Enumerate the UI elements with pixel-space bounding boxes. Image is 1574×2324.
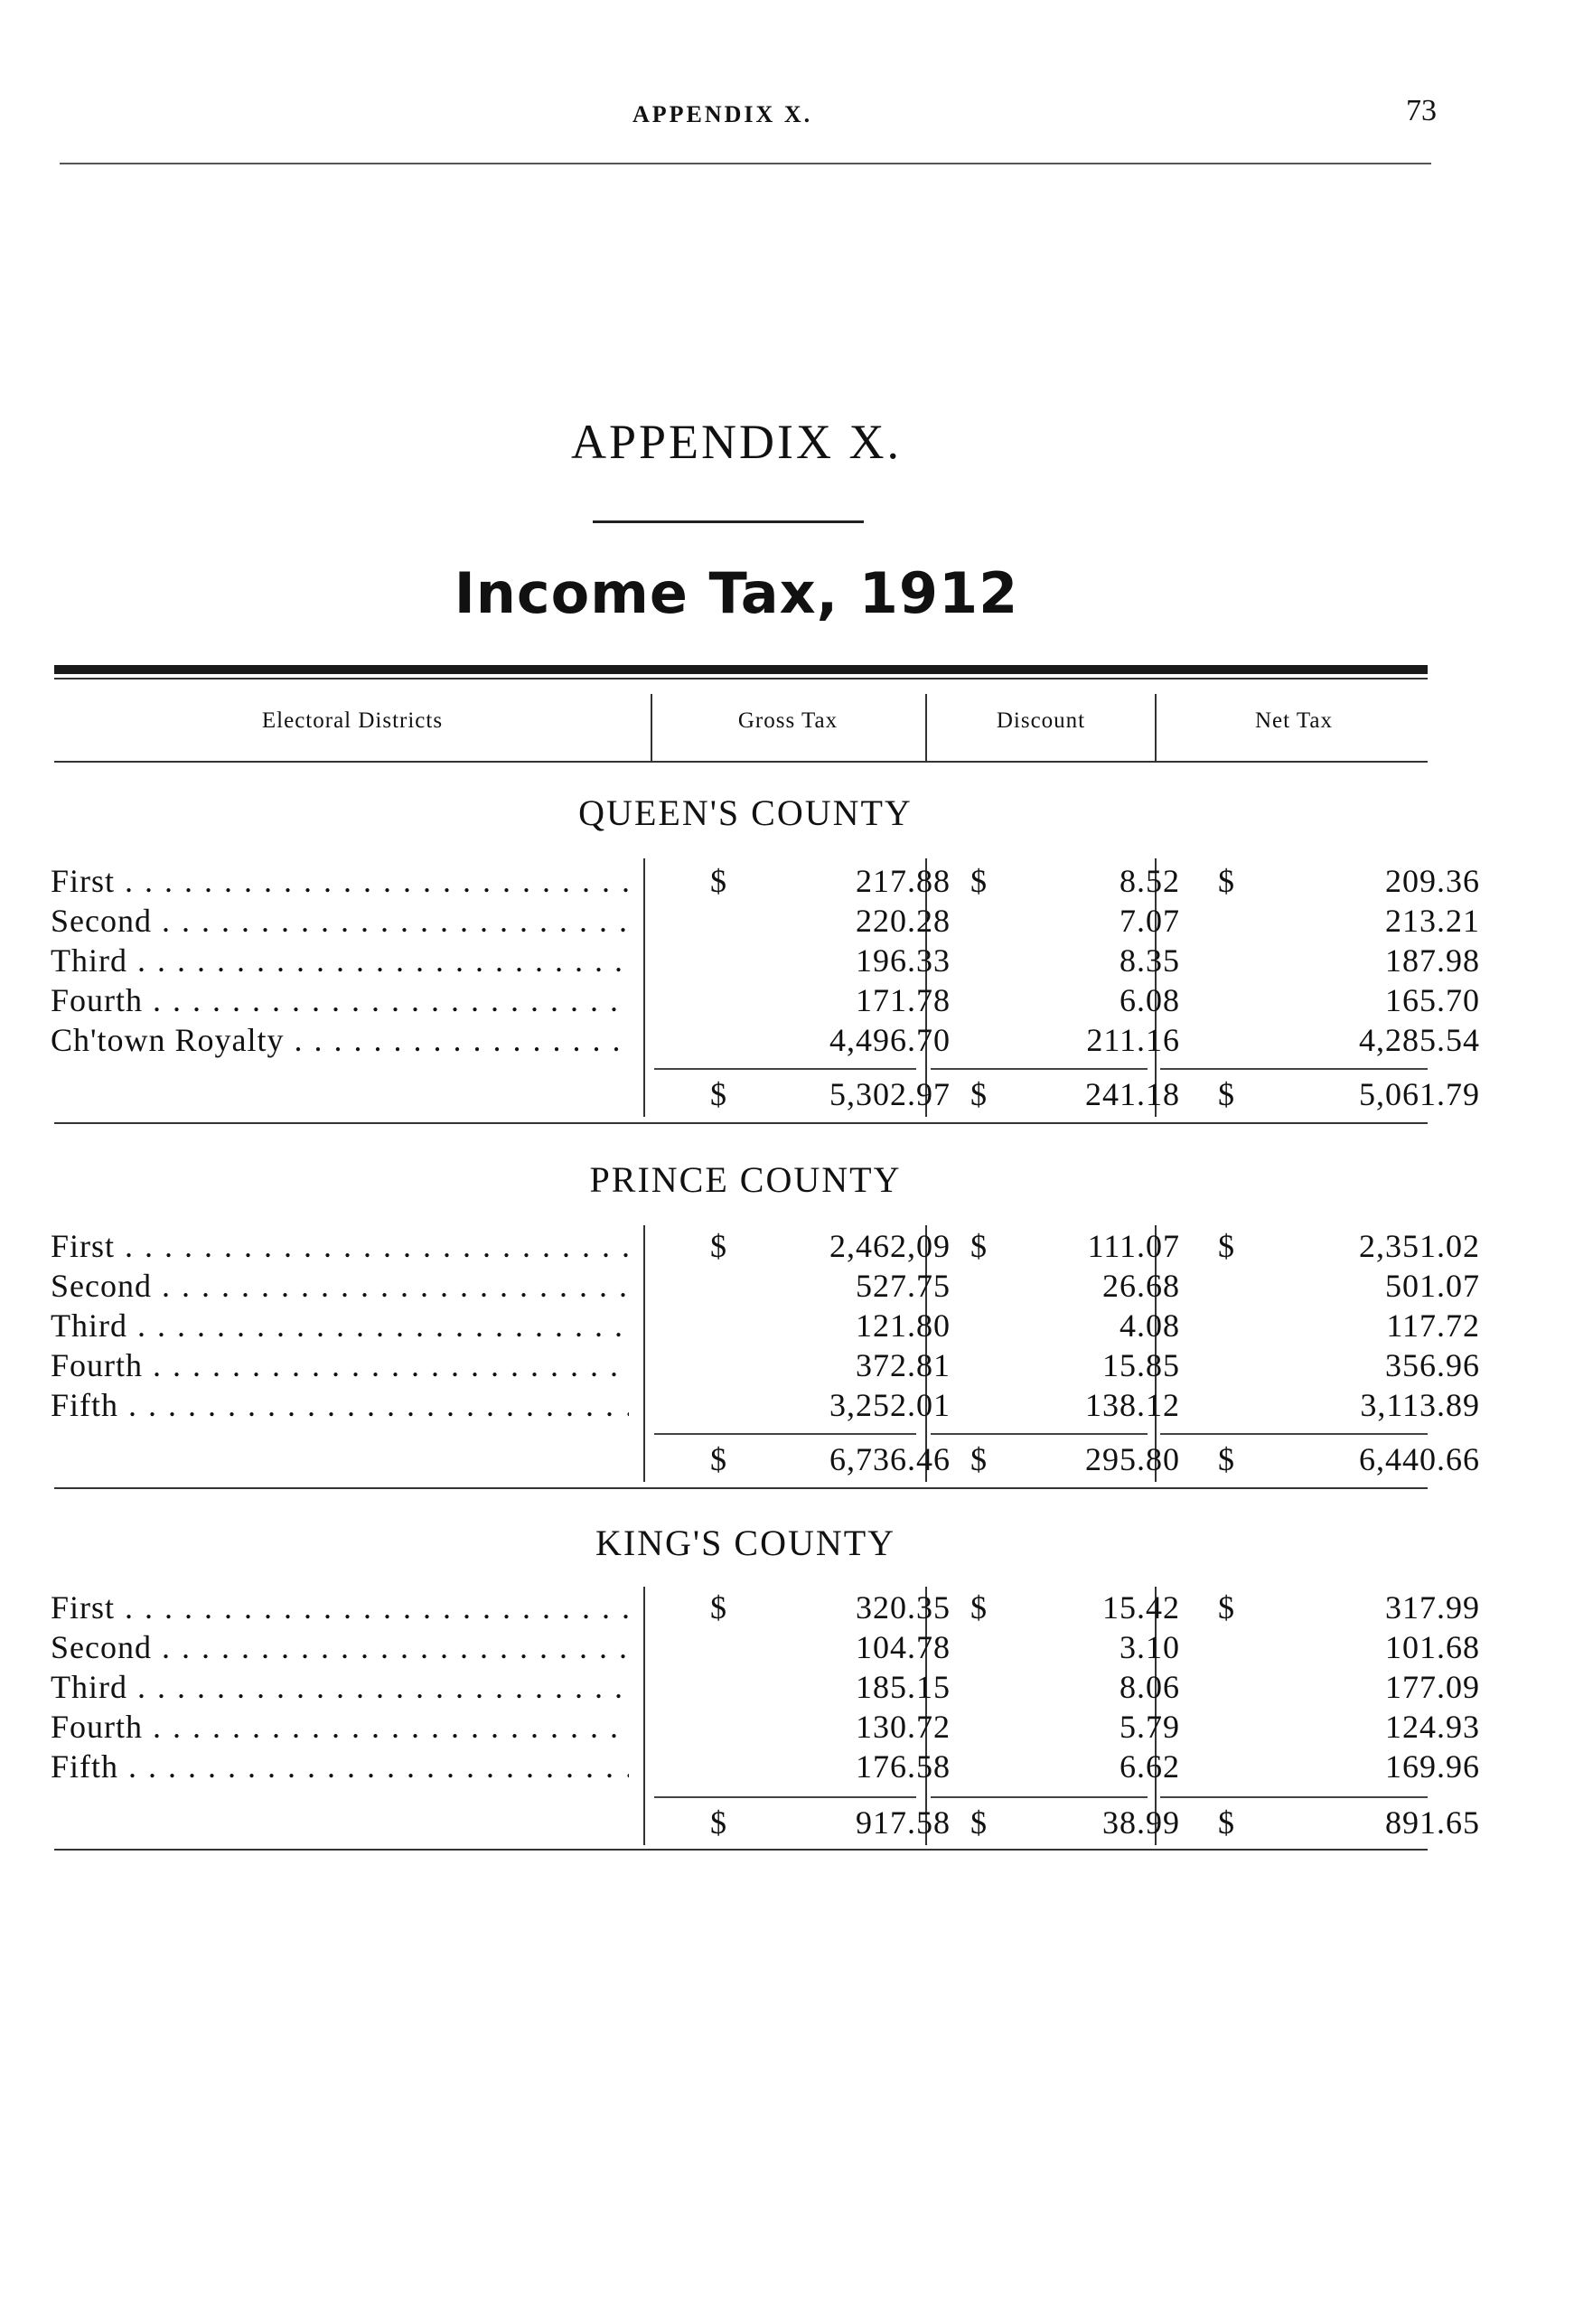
section-heading-prince: PRINCE COUNTY — [589, 1159, 902, 1200]
gross-tax: 185.15 — [856, 1669, 951, 1705]
district-name: Fourth . . . — [51, 1708, 629, 1746]
net-tax: 187.98 — [1385, 942, 1480, 979]
net-tax: 3,113.89 — [1360, 1387, 1480, 1423]
currency-sign: $ — [1218, 1804, 1234, 1841]
district-name: Third . . . — [51, 1668, 629, 1706]
main-title: Income Tax, 1912 — [454, 560, 1019, 626]
gross-tax: 171.78 — [856, 982, 951, 1018]
gross-tax: 104.78 — [856, 1629, 951, 1665]
discount: 26.68 — [1102, 1268, 1180, 1304]
header-rule — [60, 163, 1431, 164]
currency-sign: $ — [1218, 863, 1234, 899]
district-name: Second . . . — [51, 1267, 629, 1305]
subtotal-rule — [1160, 1433, 1428, 1435]
currency-sign: $ — [970, 863, 987, 899]
table-top-rule — [54, 665, 1428, 674]
header-divider — [1155, 694, 1157, 761]
gross-tax: 217.88 — [856, 863, 951, 899]
subtotal-rule — [654, 1068, 916, 1070]
appendix-title: APPENDIX X. — [570, 415, 903, 469]
district-name: Fifth . . . — [51, 1748, 629, 1785]
table-top-thin-rule — [54, 678, 1428, 679]
gross-tax: 130.72 — [856, 1709, 951, 1745]
gross-tax: 2,462,09 — [829, 1228, 951, 1264]
gross-tax: 320.35 — [856, 1589, 951, 1626]
currency-sign: $ — [710, 1076, 726, 1112]
table-row — [51, 902, 1480, 942]
district-name: Fifth . . . — [51, 1386, 629, 1424]
subtotal-rule — [654, 1796, 916, 1798]
discount: 8.06 — [1120, 1669, 1180, 1705]
currency-sign: $ — [710, 863, 726, 899]
district-name: Second . . . — [51, 1628, 629, 1666]
gross-tax: 3,252.01 — [829, 1387, 951, 1423]
currency-sign: $ — [970, 1076, 987, 1112]
discount: 15.85 — [1102, 1347, 1180, 1383]
column-header-districts: Electoral Districts — [261, 708, 444, 733]
table-row — [51, 1346, 1480, 1386]
discount: 5.79 — [1120, 1709, 1180, 1745]
net-tax: 124.93 — [1385, 1709, 1480, 1745]
discount: 4.08 — [1120, 1307, 1180, 1344]
district-name: Second . . . — [51, 902, 629, 940]
section-rule — [54, 1122, 1428, 1124]
total-gross-tax: 6,736.46 — [829, 1441, 951, 1477]
section-heading-kings: KING'S COUNTY — [595, 1523, 896, 1563]
district-name: Third . . . — [51, 1307, 629, 1345]
subtotal-rule — [1160, 1068, 1428, 1070]
table-row — [51, 1307, 1480, 1346]
gross-tax: 176.58 — [856, 1748, 951, 1785]
table-row — [51, 1588, 1480, 1628]
column-header-discount: Discount — [996, 708, 1086, 733]
page-number: 73 — [1406, 94, 1437, 127]
subtotal-rule — [931, 1796, 1148, 1798]
currency-sign: $ — [1218, 1076, 1234, 1112]
header-divider — [651, 694, 652, 761]
total-gross-tax: 5,302.97 — [829, 1076, 951, 1112]
column-header-net: Net Tax — [1254, 708, 1334, 733]
district-name: First . . . — [51, 1227, 629, 1265]
district-name: Ch'town Royalty . . . — [51, 1021, 629, 1059]
currency-sign: $ — [710, 1441, 726, 1477]
net-tax: 209.36 — [1385, 863, 1480, 899]
currency-sign: $ — [1218, 1228, 1234, 1264]
district-name: Fourth . . . — [51, 981, 629, 1019]
table-row — [51, 1267, 1480, 1307]
table-row — [51, 981, 1480, 1021]
district-name: First . . . — [51, 862, 629, 900]
title-rule — [593, 520, 864, 523]
gross-tax: 121.80 — [856, 1307, 951, 1344]
total-discount: 295.80 — [1085, 1441, 1180, 1477]
gross-tax: 527.75 — [856, 1268, 951, 1304]
net-tax: 501.07 — [1385, 1268, 1480, 1304]
discount: 3.10 — [1120, 1629, 1180, 1665]
discount: 111.07 — [1087, 1228, 1180, 1264]
gross-tax: 372.81 — [856, 1347, 951, 1383]
section-rule — [54, 1487, 1428, 1489]
currency-sign: $ — [970, 1441, 987, 1477]
discount: 6.08 — [1120, 982, 1180, 1018]
discount: 7.07 — [1120, 903, 1180, 939]
discount: 211.16 — [1086, 1022, 1180, 1058]
total-row — [51, 1440, 1480, 1480]
running-head: APPENDIX X. — [632, 101, 813, 127]
net-tax: 2,351.02 — [1359, 1228, 1480, 1264]
table-row — [51, 1668, 1480, 1708]
discount: 8.52 — [1120, 863, 1180, 899]
currency-sign: $ — [710, 1228, 726, 1264]
column-header-gross: Gross Tax — [737, 708, 839, 733]
district-name: Third . . . — [51, 942, 629, 979]
gross-tax: 4,496.70 — [829, 1022, 951, 1058]
subtotal-rule — [931, 1433, 1148, 1435]
header-bottom-rule — [54, 761, 1428, 763]
total-discount: 38.99 — [1102, 1804, 1180, 1841]
net-tax: 356.96 — [1385, 1347, 1480, 1383]
table-row — [51, 942, 1480, 981]
discount: 15.42 — [1102, 1589, 1180, 1626]
net-tax: 177.09 — [1385, 1669, 1480, 1705]
gross-tax: 220.28 — [856, 903, 951, 939]
discount: 138.12 — [1085, 1387, 1180, 1423]
net-tax: 117.72 — [1386, 1307, 1480, 1344]
table-row — [51, 1386, 1480, 1426]
header-divider — [925, 694, 927, 761]
currency-sign: $ — [710, 1589, 726, 1626]
total-net-tax: 5,061.79 — [1359, 1076, 1480, 1112]
total-net-tax: 6,440.66 — [1359, 1441, 1480, 1477]
discount: 8.35 — [1120, 942, 1180, 979]
net-tax: 213.21 — [1385, 903, 1480, 939]
gross-tax: 196.33 — [856, 942, 951, 979]
district-name: Fourth . . . — [51, 1346, 629, 1384]
currency-sign: $ — [970, 1589, 987, 1626]
net-tax: 317.99 — [1385, 1589, 1480, 1626]
net-tax: 101.68 — [1385, 1629, 1480, 1665]
table-row — [51, 1748, 1480, 1787]
subtotal-rule — [654, 1433, 916, 1435]
total-row — [51, 1075, 1480, 1115]
table-row — [51, 1021, 1480, 1061]
currency-sign: $ — [710, 1804, 726, 1841]
total-gross-tax: 917.58 — [856, 1804, 951, 1841]
table-row — [51, 1708, 1480, 1748]
total-discount: 241.18 — [1085, 1076, 1180, 1112]
net-tax: 4,285.54 — [1359, 1022, 1480, 1058]
section-heading-queens: QUEEN'S COUNTY — [578, 792, 913, 833]
net-tax: 169.96 — [1385, 1748, 1480, 1785]
table-row — [51, 862, 1480, 902]
currency-sign: $ — [970, 1804, 987, 1841]
subtotal-rule — [1160, 1796, 1428, 1798]
currency-sign: $ — [1218, 1589, 1234, 1626]
currency-sign: $ — [1218, 1441, 1234, 1477]
district-name: First . . . — [51, 1588, 629, 1626]
net-tax: 165.70 — [1385, 982, 1480, 1018]
table-row — [51, 1227, 1480, 1267]
subtotal-rule — [931, 1068, 1148, 1070]
table-row — [51, 1628, 1480, 1668]
total-row — [51, 1804, 1480, 1843]
discount: 6.62 — [1120, 1748, 1180, 1785]
currency-sign: $ — [970, 1228, 987, 1264]
total-net-tax: 891.65 — [1385, 1804, 1480, 1841]
section-rule — [54, 1849, 1428, 1851]
